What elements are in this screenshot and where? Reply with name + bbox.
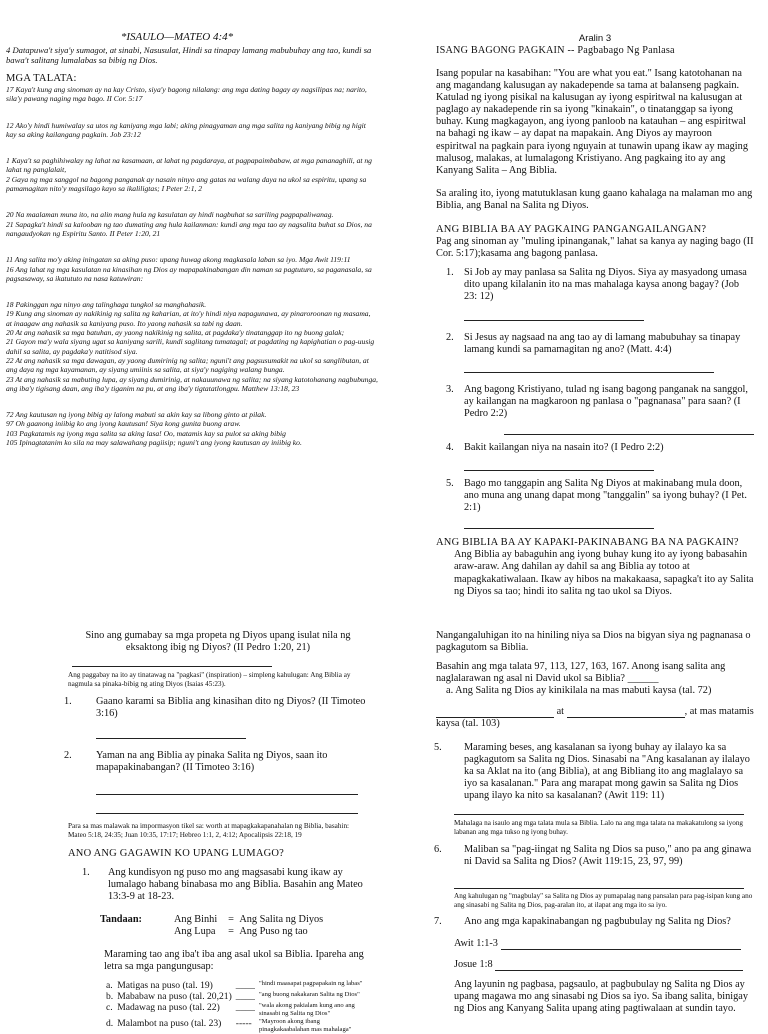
question-1: 1. Si Job ay may panlasa sa Salita ng Diyos. Siya ay masyadong umasa dito upang kilalanin ito na mas mahalaga kaysa anong bagay? (Job 23: 12) [436, 267, 754, 320]
kailangan-intro: Pag ang sinoman ay "muling ipinanganak," lahat sa kanya ay naging bago (II Cor. 5:17);kasama ang bagong panlasa. [436, 236, 754, 260]
reference-note: Para sa mas malawak na impormasyon tikel sa: worth at mapagkakapanahalan ng Biblia, basahin: Mateo 5:18, 24:35; Juan 10:35, 17:17; Hebreo 1:1, 2, 4:12; Apocalipsis 22:18, 19 [68, 822, 350, 839]
josue-reference: Josue 1:8 [454, 958, 493, 970]
question-3: 3. Ang bagong Kristiyano, tulad ng isang bagong panganak na sanggol, ay kailangan na magkaroon ng panlasa o "pagnanasa" para saan? (I Pedro 2:2) [436, 384, 754, 435]
seed-term: Ang Binhi [174, 914, 218, 926]
match-blank[interactable]: ----- [235, 1018, 252, 1030]
match-letter: a. [106, 980, 113, 992]
question-text: Gaano karami sa Biblia ang kinasihan dito ng Diyos? (II Timoteo 3:16) [96, 695, 366, 719]
equals-sign: = [228, 926, 234, 938]
equals-sign: = [228, 914, 234, 926]
answer-line[interactable] [436, 707, 554, 718]
match-row-b [104, 991, 368, 1002]
kapaki-paragraph: Ang Biblia ay babaguhin ang iyong buhay kung ito ay iyong babasahin araw-araw. Ang dahilan ay dahil sa ang Biblia ay totoo at mapagkakatiwalaan. Ikaw ay hibos na makakaasa, sapagka't ito ay Salita ng Diyos sa tao; hindi ito salita ng tao ukol sa Diyos. [454, 549, 754, 597]
memorize-note: Mahalaga na isaulo ang mga talata mula sa Biblia. Lalo na ang mga talata na makakatulong sa iyong labanan ang mga tukso ng iyong buhay. [454, 819, 744, 836]
match-row-c [104, 1002, 368, 1018]
question-4a: a. Ang Salita ng Dios ay kinikilala na mas mabuti kaysa (tal. 72) [446, 685, 712, 697]
matching-table [104, 980, 368, 1034]
memory-verse-title: *ISAULO—MATEO 4:4* [120, 31, 234, 43]
match-description: "wala akong pakialam kung ano ang sinasabi ng Salita ng Dios" [258, 1002, 355, 1018]
verse-matthew: 18 Pakinggan nga ninyo ang talinghaga tungkol sa manghahasik. 19 Kung ang sinoman ay nakikinig ng salita ng kaharian, at ito'y hindi niya napagunawa, ay pinaroroonan ng masama, at inaagaw ang nahasik sa kaniyang puso. Ito yaong nahasik sa tabi ng daan. 20 At ang nahasik sa mga batuhan, ay yaong nakikinig ng salita, at pagdaka'y tinatanggap ito ng buong galak; 21 Gayon ma'y wala siyang ugat sa kaniyang sarili, kundi saglitang tumatagal; at pagdating ng kapighatian o pag-uusig dahil sa salita, ay pagdaka'y natitisod siya. 22 At ang nahasik sa mga dawagan, ay yaong dumirinig ng salita; nguni't ang pagsusumakit na ukol sa sanglibutan, at ang daya ng mga kayamanan, ay siyang umiinis sa salita, at siya'y nagiging walang bunga. 23 At ang nahasik sa mabuting lupa, ay siyang dumirinig, at nakauunawa ng salita; na siyang katotohanang nagbubunga, ang iba'y tigisang daan, ang iba'y tiganim na pu, at ang iba'y tigtatatlongpu. Matthew 13:18, 23 [6, 300, 378, 393]
david-intro: Nangangaluhigan ito na hiniling niya sa Dios na bigyan siya ng pagnanasa o pagkagutom sa Biblia. [436, 630, 751, 654]
match-letter: d. [106, 1018, 114, 1030]
awit-reference: Awit 1:1-3 [454, 937, 498, 949]
answer-line[interactable] [567, 707, 685, 718]
verse-peter-1: 20 Na maalaman muna ito, na alin mang hula ng kasulatan ay hindi nagbuhat sa sariling pagpapaliwanag. 21 Sapagka't hindi sa kalooban ng tao dumating ang hula kailanman: kundi ang mga tao ay nagsalita buhat sa Dios, na nangaudyokan ng Espiritu Santo. II Peter 1:20, 21 [6, 210, 372, 238]
match-label: Madawag na puso (tal. 22) [117, 1002, 220, 1014]
fill-in-line [436, 705, 754, 730]
match-blank[interactable]: ____ [235, 980, 255, 992]
question-text: Ang kundisyon ng puso mo ang magsasabi kung ikaw ay lumalago habang binabasa mo ang Biblia. Basahin ang Mateo 13:3-9 at 18-23. [108, 866, 363, 902]
match-label: Malambot na puso (tal. 23) [117, 1018, 222, 1030]
tandaan-table [98, 914, 338, 938]
top-right-pane [436, 33, 754, 597]
answer-line[interactable] [504, 424, 754, 435]
lesson-purpose: Sa araling ito, iyong matutuklasan kung gaano kahalaga na malaman mo ang Biblia, ang Banal na Salita ng Diyos. [436, 187, 753, 211]
talata-heading: MGA TALATA: [6, 73, 77, 84]
match-row-a [104, 980, 368, 991]
bottom-left-pane [64, 630, 368, 1034]
seed-meaning: Ang Salita ng Diyos [239, 914, 324, 926]
match-description: "Mayroon akong ibang pinagkakaabalahan mas mahalaga" [258, 1018, 352, 1034]
answer-line[interactable] [72, 656, 272, 667]
question-4: 4. Bakit kailangan niya na nasain ito? (I Pedro 2:2) [436, 442, 754, 471]
bottom-right-pane [436, 630, 754, 1024]
verse-awit-timoteo: 11 Ang salita mo'y aking iningatan sa aking puso: upang huwag akong magkasala laban sa iyo. Mga Awit 119:11 16 Ang lahat ng mga kasulatan na kinasihan ng Dios ay mapapakinabangan din naman sa pagtuturo, sa paganasala, sa pagsasaway, sa ikatututo na nasa katuwiran: [6, 255, 372, 283]
verse-cor: 17 Kaya't kung ang sinoman ay na kay Cristo, siya'y bagong nilalang: ang mga dating bagay ay nagsilipas na; narito, sila'y pawang naging mga bago. II Cor. 5:17 [6, 85, 367, 104]
question-2: 2. Si Jesus ay nagsaad na ang tao ay di lamang mabubuhay sa tinapay lamang kundi sa pamamagitan ng ano? (Matt. 4:4) [436, 332, 754, 373]
top-left-pane [6, 31, 378, 516]
answer-line[interactable] [464, 460, 654, 471]
answer-line[interactable] [464, 310, 644, 321]
match-letter: c. [106, 1002, 113, 1014]
match-description: "hindi maasapat pagpapakain ng labas" [258, 980, 363, 988]
question-text: Yaman na ang Biblia ay pinaka Salita ng Diyos, saan ito mapapakinabangan? (II Timoteo 3:16) [96, 749, 328, 774]
memory-verse-text: 4 Datapuwa't siya'y sumagot, at sinabi, Nasusulat, Hindi sa tinapay lamang mabubuhay ang tao, kundi sa bawa't salitang lumalabas sa bibig ng Dios. [6, 45, 372, 65]
answer-line[interactable] [495, 960, 743, 971]
josue-line [436, 958, 754, 971]
answer-line[interactable] [501, 939, 741, 950]
soil-meaning: Ang Puso ng tao [239, 926, 308, 938]
match-label: Mababaw na puso (tal. 20,21) [117, 991, 232, 1003]
matching-instructions: Maraming tao ang iba't iba ang asal ukol sa Biblia. Ipareha ang letra sa mga pangungusap: [104, 949, 364, 973]
answer-line[interactable] [96, 803, 358, 814]
question-text: Si Job ay may panlasa sa Salita ng Diyos. Siya ay masyadong umasa dito upang kilalanin ito na mas mahalaga kaysa anong bagay? (Job 23: 12) [464, 267, 747, 303]
match-label: Matigas na puso (tal. 19) [117, 980, 213, 992]
question-6-meditate: 6. Maliban sa "pag-iingat ng Salita ng Dios sa puso," ano pa ang ginawa ni David sa Salita ng Dios? (Awit 119:15, 23, 97, 99) [434, 843, 752, 867]
answer-line[interactable] [96, 728, 246, 739]
question-text: Ano ang mga kapakinabangan ng pagbubulay ng Salita ng Dios? [464, 916, 731, 928]
question-text: Bago mo tanggapin ang Salita Ng Diyos at makinabang mula doon, ano muna ang unang dapat mong "tanggalin" sa iyong buhay? (I Pet. 2:1) [464, 478, 747, 514]
awit-line [436, 937, 754, 950]
match-blank[interactable]: ____ [235, 991, 255, 1003]
lesson-number: Aralin 3 [578, 33, 612, 44]
question-text: Maraming beses, ang kasalanan sa iyong buhay ay ilalayo ka sa pagkagutom sa Salita ng Dios. Sinasabi na "Ang kasalanan ay ilalayo ka sa Aklat na ito (ang Biblia), at ang Bibliang ito ang maglalayo sa iyo sa kasalanan." Para ang marapat mong gawin sa Salita ng Dios upang ilayo ka nito sa kasalanan? (Awit 119: 11) [464, 741, 750, 801]
soil-term: Ang Lupa [174, 926, 216, 938]
inspiration-note: Ang paggabay na ito ay tinatawag na "pagkasi" (inspiration) – simpleng kahulugan: Ang Biblia ay nagmula sa pinaka-bibig ng ating Diyos (Isaias 45:23). [68, 671, 351, 688]
lesson-title: ISANG BAGONG PAGKAIN -- Pagbabago Ng Panlasa [436, 45, 675, 56]
question-text: Ang bagong Kristiyano, tulad ng isang bagong panganak na sanggol, ay kailangan na magkaroon ng panlasa o "pagnanasa" para saan? (I Pedro 2:2) [464, 383, 748, 419]
question-text: Si Jesus ay nagsaad na ang tao ay di lamang mabubuhay sa tinapay lamang kundi sa pamamagitan ng ano? (Matt. 4:4) [464, 331, 741, 355]
match-description: "ang buong nakakaran Salita ng Dios" [258, 991, 360, 999]
verse-psalms: 72 Ang kautusan ng iyong bibig ay lalong mabuti sa akin kay sa libong ginto at pilak. 97 Oh gaanong iniibig ko ang iyong kautusan! Siya kong gunita buong araw. 103 Pagkatamis ng iyong mga salita sa aking lasa! Oo, matamis kay sa pulot sa aking bibig 105 Ipinagtatanim ko sila na may salawahang pagiisip; nguni't ang iyong kautusan ay iniibig ko. [6, 410, 302, 448]
closing-paragraph: Ang layunin ng pagbasa, pagsaulo, at pagbubulay ng Salita ng Dios ay upang magawa mo ang sinasabi ng Dios sa iyo. Sa ibang salita, binigay ng Dios ang Kanyang Salita upang ating pagtiwalaan at sundin tayo. [454, 978, 748, 1014]
answer-line[interactable] [454, 804, 744, 815]
verse-job: 12 Ako'y hindi humiwalay sa utos ng kaniyang mga labi; aking pinagyaman ang mga salita ng kaniyang bibig ng higit kay sa aking kailangang pagkain. Job 23:12 [6, 120, 366, 139]
verse-peter-2: 1 Kaya't sa paghihiwalay ng lahat na kasamaan, at lahat ng pagdaraya, at pagpapaimbabaw, at mga pananaghili, at ng lahat ng panglalait, 2 Gaya ng mga sanggol na bagong panganak ay nasain ninyo ang gatas na walang daya na ukol sa espiritu, upang sa pamamagitan nito'y magsilago kayo sa ikaliligtas; I Peter 2:1, 2 [6, 156, 372, 194]
section-heading-lumago: ANO ANG GAGAWIN KO UPANG LUMAGO? [68, 847, 285, 859]
answer-line[interactable] [454, 878, 744, 889]
guidance-question: Sino ang gumabay sa mga propeta ng Diyos upang isulat nila ng eksaktong ibig ng Diyos? (II Pedro 1:20, 21) [85, 630, 351, 654]
question-5-sin: 5. Maraming beses, ang kasalanan sa iyong buhay ay ilalayo ka sa pagkagutom sa Salita ng Dios. Sinasabi na "Ang kasalanan ay ilalayo ka sa Aklat na ito (ang Biblia), at ang Bibliang ito ang maglalayo sa iyo sa kasalanan." Para ang marapat mong gawin sa Salita ng Dios upang ilayo ka nito sa kasalanan? (Awit 119: 11) [436, 742, 754, 802]
lumago-question-1: 1. Ang kundisyon ng puso mo ang magsasabi kung ikaw ay lumalago habang binabasa mo ang Biblia. Basahin ang Mateo 13:3-9 at 18-23. [68, 867, 368, 903]
question-7-benefits: 7. Ano ang mga kapakinabangan ng pagbubulay ng Salita ng Dios? [434, 916, 731, 928]
answer-line[interactable] [464, 362, 714, 373]
answer-line[interactable] [96, 784, 358, 795]
section-heading-kapaki: ANG BIBLIA BA AY KAPAKI-PAKINABANG BA NA PAGKAIN? [436, 537, 739, 549]
timoteo-question-1: 1. Gaano karami sa Biblia ang kinasihan dito ng Diyos? (II Timoteo 3:16) [68, 696, 368, 739]
intro-paragraph: Isang popular na kasabihan: "You are what you eat." Isang katotohanan na ang magandang kalusugan ay nakadepende sa tama at balanseng pagkain. Katulad ng iyong pisikal na kalusugan ay iyong espiritwal na kalusugan at paglago ay nakadepende rin sa iyong "kinakain", o tinatanggap sa iyong buhay. Kung magkagayon, ang iyong panloob na katauhan – ang espiritwal na bahagi ng ikaw – ay dapat na mapakain. Ang Diyos ay mayroon espiritwal na pagkain para iyong nguyain at tunawin upang ikaw ay maging malusog, malakas, at lumalagong Kristiyano. Ang pagkaing ito ay ang Kanyang Salita – Ang Biblia. [436, 68, 748, 176]
match-blank[interactable]: ____ [235, 1002, 255, 1014]
match-letter: b. [106, 991, 114, 1003]
and-text: at [556, 706, 565, 718]
tandaan-label: Tandaan: [100, 914, 142, 926]
timoteo-question-2: 2. Yaman na ang Biblia ay pinaka Salita ng Diyos, saan ito mapapakinabangan? (II Timoteo 3:16) [68, 750, 368, 814]
meditate-note: Ang kahulugan ng "magbulay" sa Salita ng Dios ay pumapalag nang pansalan para pag-isipan kung ano ang sinasabi ng Salita ng Dios, pag-aralan ito, at ilapat ang mga ito sa iyo. [454, 891, 753, 909]
basahin-question: Basahin ang mga talata 97, 113, 127, 163, 167. Anong isang salita ang naglalarawan ng asal ni David ukol sa Biblia? ______ [436, 661, 726, 685]
question-5: 5. Bago mo tanggapin ang Salita Ng Diyos at makinabang mula doon, ano muna ang unang dapat mong "tanggalin" sa iyong buhay? (I Pet. 2:1) [436, 478, 754, 529]
matamis-text: , at mas matamis kaysa (tal. 103) [436, 706, 754, 730]
match-row-d [104, 1018, 368, 1034]
question-text: Bakit kailangan niya na nasain ito? (I Pedro 2:2) [464, 441, 664, 453]
question-text: Maliban sa "pag-iingat ng Salita ng Dios sa puso," ano pa ang ginawa ni David sa Salita ng Dios? (Awit 119:15, 23, 97, 99) [464, 843, 752, 867]
section-heading-kailangan: ANG BIBLIA BA AY PAGKAING PANGANGAILANGAN? [436, 224, 707, 236]
answer-line[interactable] [464, 518, 654, 529]
